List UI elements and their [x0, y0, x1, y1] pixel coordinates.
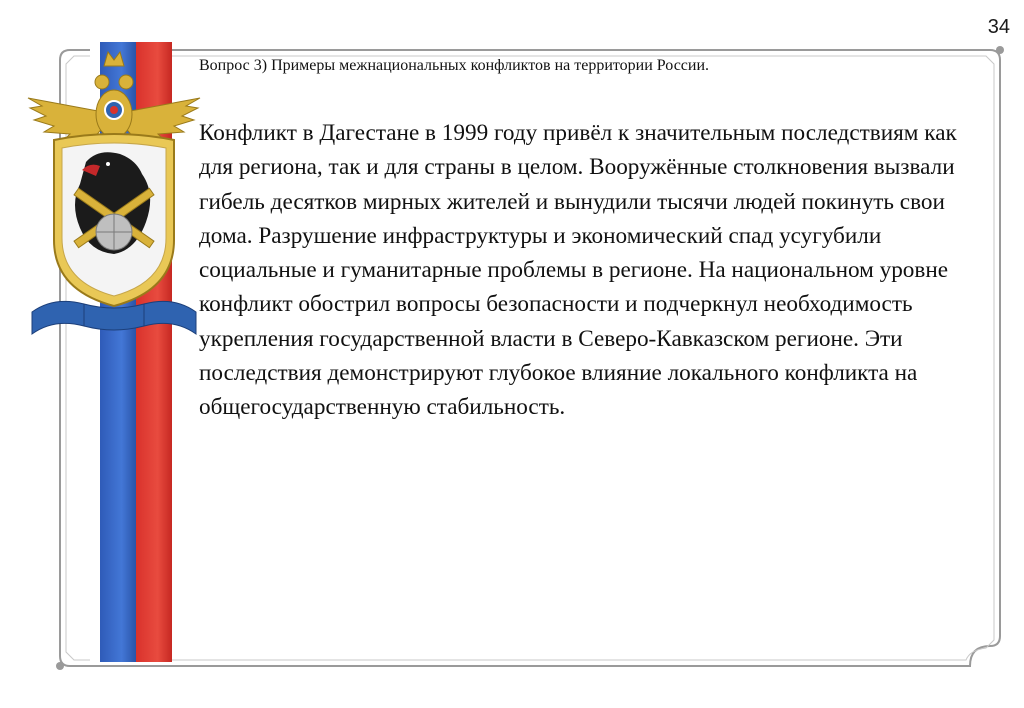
question-heading: Вопрос 3) Примеры межнациональных конфликтов на территории России.: [199, 57, 710, 74]
emblem-logo: [24, 44, 204, 344]
body-paragraph: Конфликт в Дагестане в 1999 году привёл к значительным последствиям как для региона, так и для страны в целом. Вооружённые столкновения вызвали гибель десятков мирных жителей и вынудили тысячи людей покинуть свои дома. Разрушение инфраструктуры и экономический спад усугубили социальные и гуманитарные проблемы в регионе. На национальном уровне конфликт обострил вопросы безопасности и подчеркнул необходимость укрепления государственной власти в Северо-Кавказском регионе. Эти последствия демонстрируют глубокое влияние локального конфликта на общегосударственную стабильность.: [199, 120, 957, 421]
page-number: 34: [987, 16, 1010, 38]
